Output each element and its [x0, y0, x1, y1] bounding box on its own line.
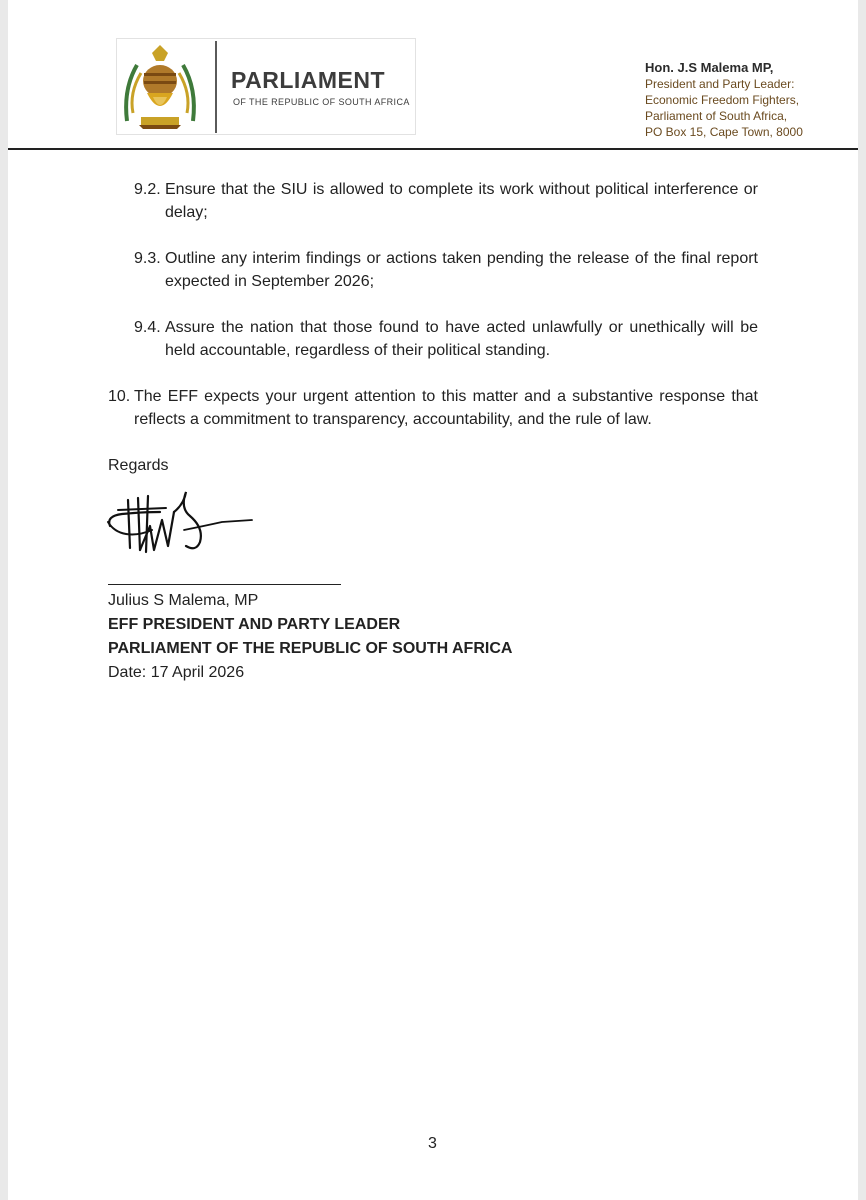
signatory-institution: PARLIAMENT OF THE REPUBLIC OF SOUTH AFRICA — [108, 640, 513, 657]
letterhead-divider — [215, 41, 217, 133]
parliament-subtitle: OF THE REPUBLIC OF SOUTH AFRICA — [233, 97, 410, 107]
item-number: 9.3. — [134, 250, 161, 267]
list-item — [134, 178, 758, 228]
item-text: The EFF expects your urgent attention to this matter and a substantive response that reflects a commitment to transparency, accountability, and the rule of law. — [134, 388, 758, 428]
sender-postal: PO Box 15, Cape Town, 8000 — [645, 125, 803, 139]
sender-address — [645, 60, 820, 140]
header-rule — [8, 148, 858, 150]
document-page — [8, 0, 858, 1200]
sender-institution: Parliament of South Africa, — [645, 109, 788, 123]
parliament-letterhead — [116, 38, 416, 135]
sender-name: Hon. J.S Malema MP, — [645, 60, 774, 75]
page-number: 3 — [428, 1135, 437, 1152]
item-text: Assure the nation that those found to have acted unlawfully or unethically will be held accountable, regardless of their political standing. — [165, 319, 758, 359]
item-number: 10. — [108, 388, 131, 405]
item-number: 9.4. — [134, 319, 161, 336]
item-text: Ensure that the SIU is allowed to complete its work without political interference or delay; — [165, 181, 758, 221]
list-item — [134, 247, 758, 297]
handwritten-signature — [104, 486, 254, 561]
list-item — [134, 316, 758, 366]
parliament-name: PARLIAMENT — [231, 67, 386, 93]
list-item — [108, 385, 758, 435]
signatory-name: Julius S Malema, MP — [108, 592, 259, 609]
item-number: 9.2. — [134, 181, 161, 198]
sender-party: Economic Freedom Fighters, — [645, 93, 800, 107]
signatory-title: EFF PRESIDENT AND PARTY LEADER — [108, 616, 401, 633]
letter-date: Date: 17 April 2026 — [108, 664, 245, 681]
item-text: Outline any interim findings or actions taken pending the release of the final report expected in September 2026; — [165, 250, 758, 290]
signature-line — [108, 584, 341, 585]
signature-block — [108, 589, 512, 685]
closing-salutation: Regards — [108, 457, 169, 474]
parliament-crest-icon — [119, 43, 201, 131]
sender-role: President and Party Leader: — [645, 77, 795, 91]
